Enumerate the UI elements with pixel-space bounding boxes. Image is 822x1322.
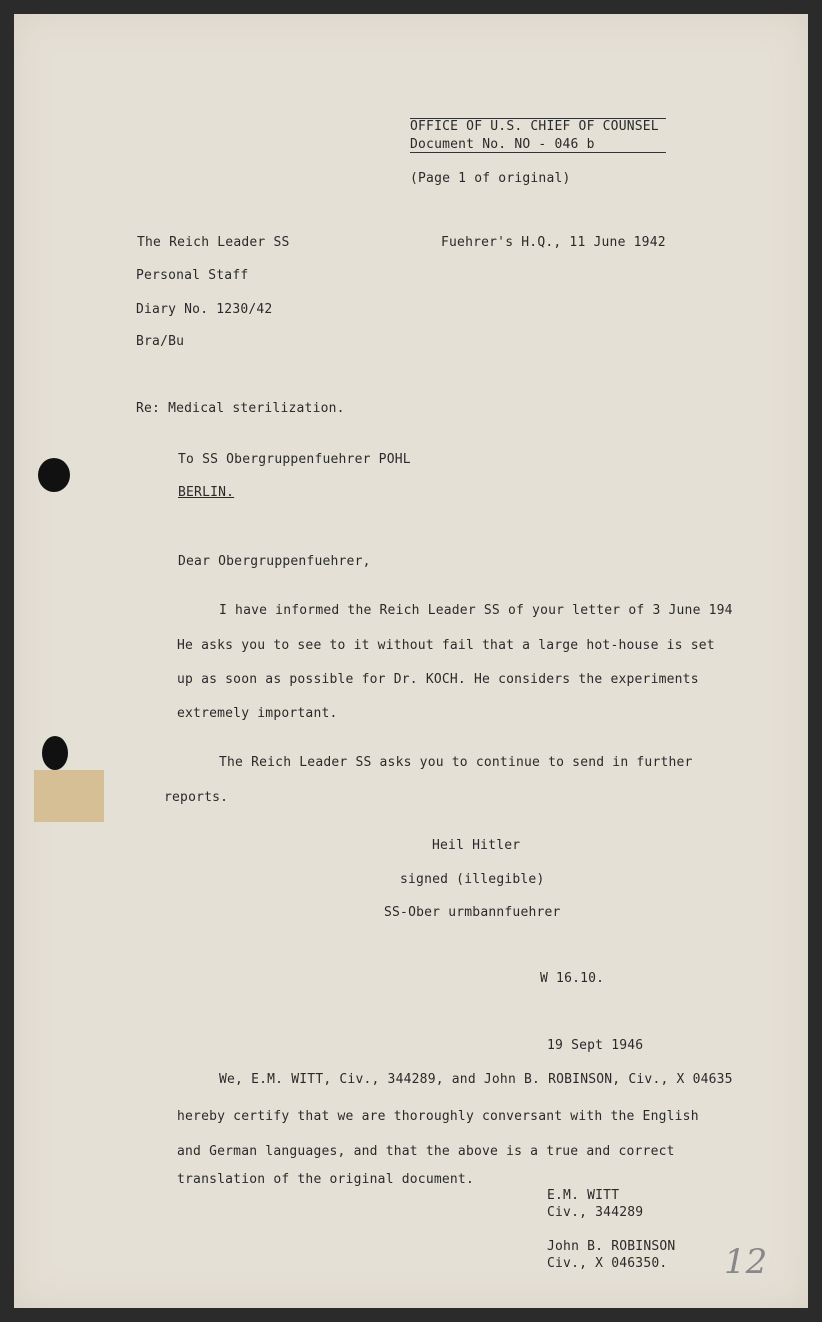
body-p1-line-3: up as soon as possible for Dr. KOCH. He considers the experiments	[177, 672, 699, 687]
office-header: OFFICE OF U.S. CHIEF OF COUNSEL	[410, 119, 659, 134]
certification-date: 19 Sept 1946	[547, 1038, 644, 1053]
reference-code: W 16.10.	[540, 971, 605, 986]
place-date: Fuehrer's H.Q., 11 June 1942	[441, 235, 666, 250]
document-page	[14, 14, 808, 1308]
page-reference: (Page 1 of original)	[410, 171, 571, 186]
body-p1-line-2: He asks you to see to it without fail that a large hot-house is set	[177, 638, 715, 653]
sender-line-3: Diary No. 1230/42	[136, 302, 273, 317]
body-p2-line-2: reports.	[164, 790, 229, 805]
sender-line-2: Personal Staff	[136, 268, 249, 283]
punch-hole-bottom	[42, 736, 68, 770]
sender-line-4: Bra/Bu	[136, 334, 185, 349]
document-number: Document No. NO - 046 b	[410, 137, 595, 152]
punch-hole-top	[38, 458, 70, 492]
certification-line-2: hereby certify that we are thoroughly conversant with the English	[177, 1109, 699, 1124]
addressee: To SS Obergruppenfuehrer POHL	[178, 452, 411, 467]
closing-rank: SS-Ober urmbannfuehrer	[384, 905, 561, 920]
subject-line: Re: Medical sterilization.	[136, 401, 345, 416]
handwritten-page-number: 12	[724, 1242, 768, 1282]
signatory-2-name: John B. ROBINSON	[547, 1239, 676, 1254]
tape-mark	[34, 770, 104, 822]
certification-line-4: translation of the original document.	[177, 1172, 474, 1187]
certification-line-1: We, E.M. WITT, Civ., 344289, and John B. ROBINSON, Civ., X 04635	[219, 1072, 733, 1087]
closing-greeting: Heil Hitler	[432, 838, 521, 853]
signatory-2-id: Civ., X 046350.	[547, 1256, 668, 1271]
header-rule-bottom	[410, 152, 666, 153]
addressee-city: BERLIN.	[178, 485, 235, 500]
sender-line-1: The Reich Leader SS	[137, 235, 290, 250]
body-p1-line-4: extremely important.	[177, 706, 338, 721]
closing-signed: signed (illegible)	[400, 872, 545, 887]
body-p1-line-1: I have informed the Reich Leader SS of your letter of 3 June 194	[219, 603, 733, 618]
signatory-1-id: Civ., 344289	[547, 1205, 644, 1220]
salutation: Dear Obergruppenfuehrer,	[178, 554, 371, 569]
body-p2-line-1: The Reich Leader SS asks you to continue to send in further	[219, 755, 693, 770]
signatory-1-name: E.M. WITT	[547, 1188, 620, 1203]
certification-line-3: and German languages, and that the above is a true and correct	[177, 1144, 675, 1159]
